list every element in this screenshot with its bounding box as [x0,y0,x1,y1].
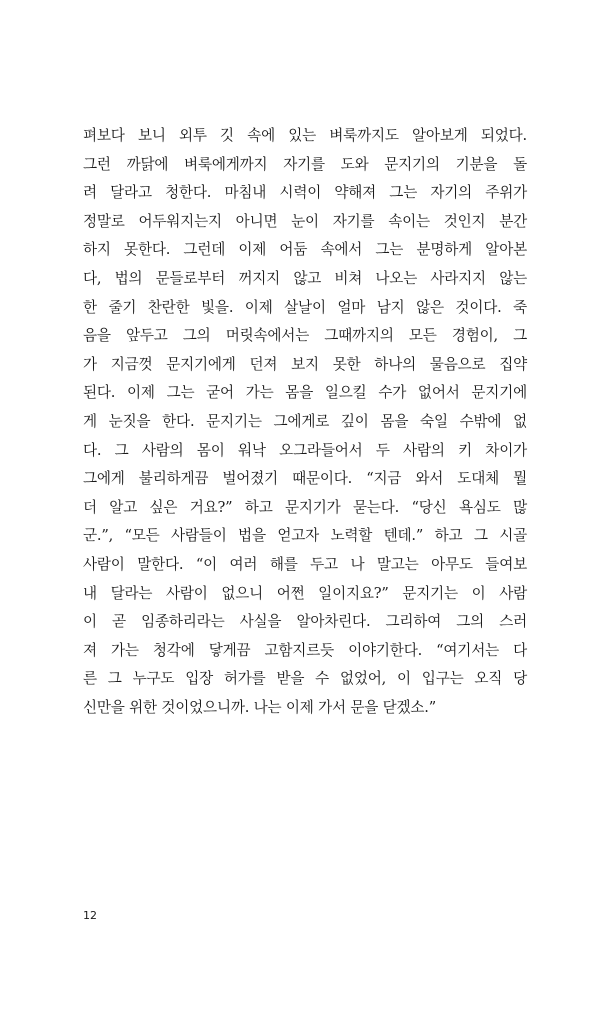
text-line: 정말로 어두워지는지 아니면 눈이 자기를 속이는 것인지 분간 [83,212,527,230]
text-line: 더 알고 싶은 거요?” 하고 문지기가 묻는다. “당신 욕심도 많 [83,498,527,516]
text-line: 게 눈짓을 한다. 문지기는 그에게로 깊이 몸을 숙일 수밖에 없 [83,412,527,430]
text-line: 져 가는 청각에 닿게끔 고함지르듯 이야기한다. “여기서는 다 [83,641,527,659]
text-line: 이 곧 임종하리라는 사실을 알아차린다. 그리하여 그의 스러 [83,613,527,631]
text-line: 다. 그 사람의 몸이 워낙 오그라들어서 두 사람의 키 차이가 [83,441,527,459]
text-line: 음을 앞두고 그의 머릿속에서는 그때까지의 모든 경험이, 그 [83,327,527,345]
text-line: 려 달라고 청한다. 마침내 시력이 약해져 그는 자기의 주위가 [83,184,527,202]
text-line: 른 그 누구도 입장 허가를 받을 수 없었어, 이 입구는 오직 당 [83,670,527,688]
body-text [83,122,527,722]
text-line: 내 달라는 사람이 없으니 어쩐 일이지요?” 문지기는 이 사람 [83,584,527,602]
text-line: 그런 까닭에 벼룩에게까지 자기를 도와 문지기의 기분을 돌 [83,155,527,173]
text-line: 한 줄기 찬란한 빛을. 이제 살날이 얼마 남지 않은 것이다. 죽 [83,298,527,316]
text-line: 사람이 말한다. “이 여러 해를 두고 나 말고는 아무도 들여보 [83,555,527,573]
text-line: 그에게 불리하게끔 벌어졌기 때문이다. “지금 와서 도대체 뭘 [83,470,527,488]
text-line: 다, 법의 문들로부터 꺼지지 않고 비쳐 나오는 사라지지 않는 [83,269,527,287]
text-line: 하지 못한다. 그런데 이제 어둠 속에서 그는 분명하게 알아본 [83,241,527,259]
page-number: 12 [83,909,97,922]
text-line: 신만을 위한 것이었으니까. 나는 이제 가서 문을 닫겠소.” [83,698,436,716]
text-line: 가 지금껏 문지기에게 던져 보지 못한 하나의 물음으로 집약 [83,355,527,373]
text-line: 군.”, “모든 사람들이 법을 얻고자 노력할 텐데.” 하고 그 시골 [83,527,527,545]
text-line: 펴보다 보니 외투 깃 속에 있는 벼룩까지도 알아보게 되었다. [83,127,527,144]
text-line: 된다. 이제 그는 굳어 가는 몸을 일으킬 수가 없어서 문지기에 [83,384,527,402]
